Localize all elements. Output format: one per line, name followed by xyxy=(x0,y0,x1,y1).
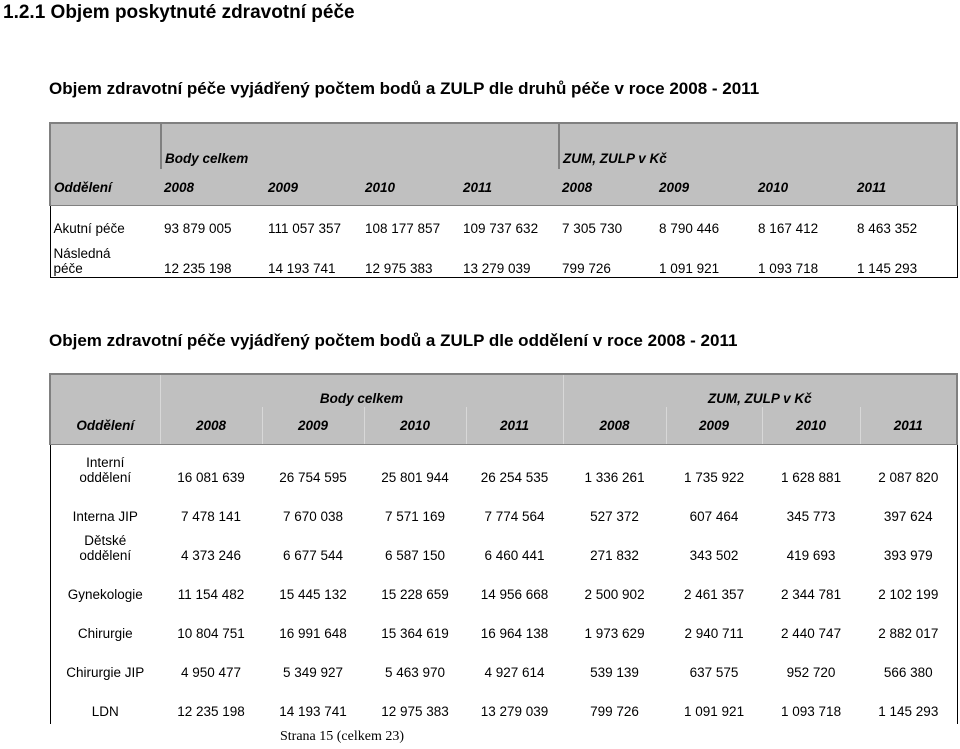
table-cell: 5 463 970 xyxy=(384,665,446,680)
table-cell: 12 235 198 xyxy=(177,704,245,719)
table-cell: 12 975 383 xyxy=(362,240,460,278)
table-cell: 1 628 881 xyxy=(781,470,842,485)
table2-department xyxy=(49,373,958,724)
table-cell: 566 380 xyxy=(860,646,957,685)
table-cell: 25 801 944 xyxy=(381,470,449,485)
table-cell: 799 726 xyxy=(559,240,656,278)
table-cell: 10 804 751 xyxy=(177,626,245,641)
table2-group-header-row xyxy=(50,374,957,407)
table1-first-col-header: Oddělení xyxy=(50,169,161,206)
table-cell: 345 773 xyxy=(786,509,836,524)
table2-year-header: 2008 xyxy=(563,407,666,445)
table1-group-header-zum: ZUM, ZULP v Kč xyxy=(559,123,957,169)
table1-year-header: 2008 xyxy=(559,169,656,206)
table-cell: 16 991 648 xyxy=(279,626,347,641)
row-label xyxy=(50,685,160,724)
table-cell: 12 235 198 xyxy=(161,240,265,278)
table2-first-col-header: Oddělení xyxy=(50,407,160,445)
table2-year-header: 2010 xyxy=(364,407,466,445)
table-cell: 93 879 005 xyxy=(164,221,232,236)
table-row xyxy=(50,240,957,278)
table-cell: 1 091 921 xyxy=(684,704,745,719)
table-cell: 7 774 564 xyxy=(484,509,545,524)
row-label-line1: Akutní péče xyxy=(53,221,125,236)
table-cell: 2 440 747 xyxy=(781,626,842,641)
table-cell: 2 087 820 xyxy=(860,445,957,491)
row-label-line2: oddělení xyxy=(79,470,132,485)
section-title: 1.2.1 Objem poskytnuté zdravotní péče xyxy=(3,2,355,23)
table-cell: 7 571 169 xyxy=(384,509,446,524)
table-cell: 16 964 138 xyxy=(480,626,549,641)
table-row xyxy=(50,206,957,241)
table-cell: 8 790 446 xyxy=(659,221,720,236)
table2-year-header-row xyxy=(50,407,957,445)
table-cell: 539 139 xyxy=(590,665,639,680)
table-cell: 637 575 xyxy=(689,665,739,680)
table-cell: 8 463 352 xyxy=(854,206,957,241)
table-cell: 4 950 477 xyxy=(180,665,242,680)
row-label xyxy=(50,206,161,241)
table-cell: 2 500 902 xyxy=(584,587,645,602)
table-cell: 15 228 659 xyxy=(381,587,449,602)
row-label xyxy=(50,445,160,491)
table1-title: Objem zdravotní péče vyjádřený počtem bodů a ZULP dle druhů péče v roce 2008 - 2011 xyxy=(49,79,760,98)
table-cell: 1 093 718 xyxy=(755,240,854,278)
table-cell: 2 461 357 xyxy=(684,587,745,602)
table-cell: 1 973 629 xyxy=(584,626,645,641)
table1-year-header: 2008 xyxy=(161,169,265,206)
table2-year-header: 2010 xyxy=(762,407,860,445)
table1-year-header: 2010 xyxy=(362,169,460,206)
table-cell: 26 754 595 xyxy=(279,470,347,485)
table1-group-header-points: Body celkem xyxy=(161,123,559,169)
table-cell: 6 587 150 xyxy=(384,548,446,563)
table-cell: 4 927 614 xyxy=(484,665,545,680)
table-cell: 952 720 xyxy=(786,665,836,680)
table-cell: 2 882 017 xyxy=(860,607,957,646)
table-cell: 4 373 246 xyxy=(180,548,242,563)
table-cell: 1 145 293 xyxy=(860,685,957,724)
row-label xyxy=(50,568,160,607)
row-label-line1: Gynekologie xyxy=(67,587,143,602)
table-cell: 1 091 921 xyxy=(656,240,755,278)
table-cell: 397 624 xyxy=(860,490,957,529)
row-label-line1: Interna JIP xyxy=(72,509,138,524)
table-cell: 799 726 xyxy=(590,704,639,719)
table-cell: 109 737 632 xyxy=(463,221,539,236)
table-cell: 1 735 922 xyxy=(684,470,745,485)
row-label-line1: Interní xyxy=(86,455,125,470)
table-cell: 2 344 781 xyxy=(781,587,842,602)
table-cell: 1 336 261 xyxy=(584,470,645,485)
row-label-line1: Chirurgie xyxy=(77,626,133,641)
row-label-line1: Chirurgie JIP xyxy=(66,665,145,680)
table-cell: 2 940 711 xyxy=(684,626,744,641)
table1-year-header: 2011 xyxy=(854,169,957,206)
table-cell: 393 979 xyxy=(860,529,957,568)
table-cell: 607 464 xyxy=(689,509,739,524)
table1-year-header-row xyxy=(50,169,957,206)
table-cell: 11 154 482 xyxy=(177,587,245,602)
table-cell: 13 279 039 xyxy=(460,240,559,278)
row-label-line2: oddělení xyxy=(79,548,132,563)
table-cell: 14 193 741 xyxy=(279,704,347,719)
table2-group-header-zum: ZUM, ZULP v Kč xyxy=(563,374,957,407)
table-cell: 6 460 441 xyxy=(484,548,545,563)
table-cell: 14 956 668 xyxy=(480,587,549,602)
table2-title: Objem zdravotní péče vyjádřený počtem bodů a ZULP dle oddělení v roce 2008 - 2011 xyxy=(49,331,738,350)
table1-year-header: 2009 xyxy=(265,169,362,206)
table-cell: 12 975 383 xyxy=(381,704,449,719)
table-cell: 2 102 199 xyxy=(860,568,957,607)
table2-year-header: 2009 xyxy=(262,407,364,445)
row-label-line1: Dětské xyxy=(84,533,127,548)
table-cell: 7 670 038 xyxy=(282,509,344,524)
table-row xyxy=(50,529,957,568)
table-cell: 13 279 039 xyxy=(480,704,549,719)
row-label-line2: péče xyxy=(53,261,83,276)
table-cell: 527 372 xyxy=(590,509,639,524)
table2-year-header: 2011 xyxy=(860,407,957,445)
table2-year-header: 2008 xyxy=(160,407,262,445)
table2-corner-cell xyxy=(50,374,160,407)
table-cell: 16 081 639 xyxy=(177,470,245,485)
table1-year-header: 2011 xyxy=(460,169,559,206)
table-cell: 7 478 141 xyxy=(180,509,242,524)
table-cell: 343 502 xyxy=(689,548,739,563)
table-cell: 7 305 730 xyxy=(562,221,623,236)
table-cell: 8 167 412 xyxy=(758,221,819,236)
table-row xyxy=(50,568,957,607)
row-label xyxy=(50,240,161,278)
table1-group-header-row xyxy=(50,123,957,169)
row-label-line1: LDN xyxy=(91,704,119,719)
table-cell: 271 832 xyxy=(590,548,639,563)
table-cell: 419 693 xyxy=(786,548,836,563)
table1-care-type xyxy=(49,122,958,278)
table2-year-header: 2009 xyxy=(666,407,762,445)
table-row xyxy=(50,607,957,646)
page-footer: Strana 15 (celkem 23) xyxy=(280,729,405,744)
table-row xyxy=(50,685,957,724)
table-cell: 15 445 132 xyxy=(279,587,347,602)
table-row xyxy=(50,445,957,491)
table-cell: 111 057 357 xyxy=(268,221,342,236)
table-cell: 6 677 544 xyxy=(282,548,344,563)
table1-corner-cell xyxy=(50,123,161,169)
row-label xyxy=(50,607,160,646)
table-row xyxy=(50,646,957,685)
table1-year-header: 2009 xyxy=(656,169,755,206)
table-cell: 14 193 741 xyxy=(265,240,362,278)
table2-year-header: 2011 xyxy=(466,407,563,445)
table2-group-header-points: Body celkem xyxy=(160,374,563,407)
table-cell: 26 254 535 xyxy=(480,470,549,485)
row-label xyxy=(50,646,160,685)
table1-year-header: 2010 xyxy=(755,169,854,206)
table-cell: 108 177 857 xyxy=(365,221,441,236)
row-label xyxy=(50,490,160,529)
row-label-line1: Následná xyxy=(53,246,111,261)
table-cell: 1 145 293 xyxy=(854,240,957,278)
table-row xyxy=(50,490,957,529)
table-cell: 5 349 927 xyxy=(282,665,344,680)
table-cell: 15 364 619 xyxy=(381,626,449,641)
row-label xyxy=(50,529,160,568)
table-cell: 1 093 718 xyxy=(781,704,842,719)
